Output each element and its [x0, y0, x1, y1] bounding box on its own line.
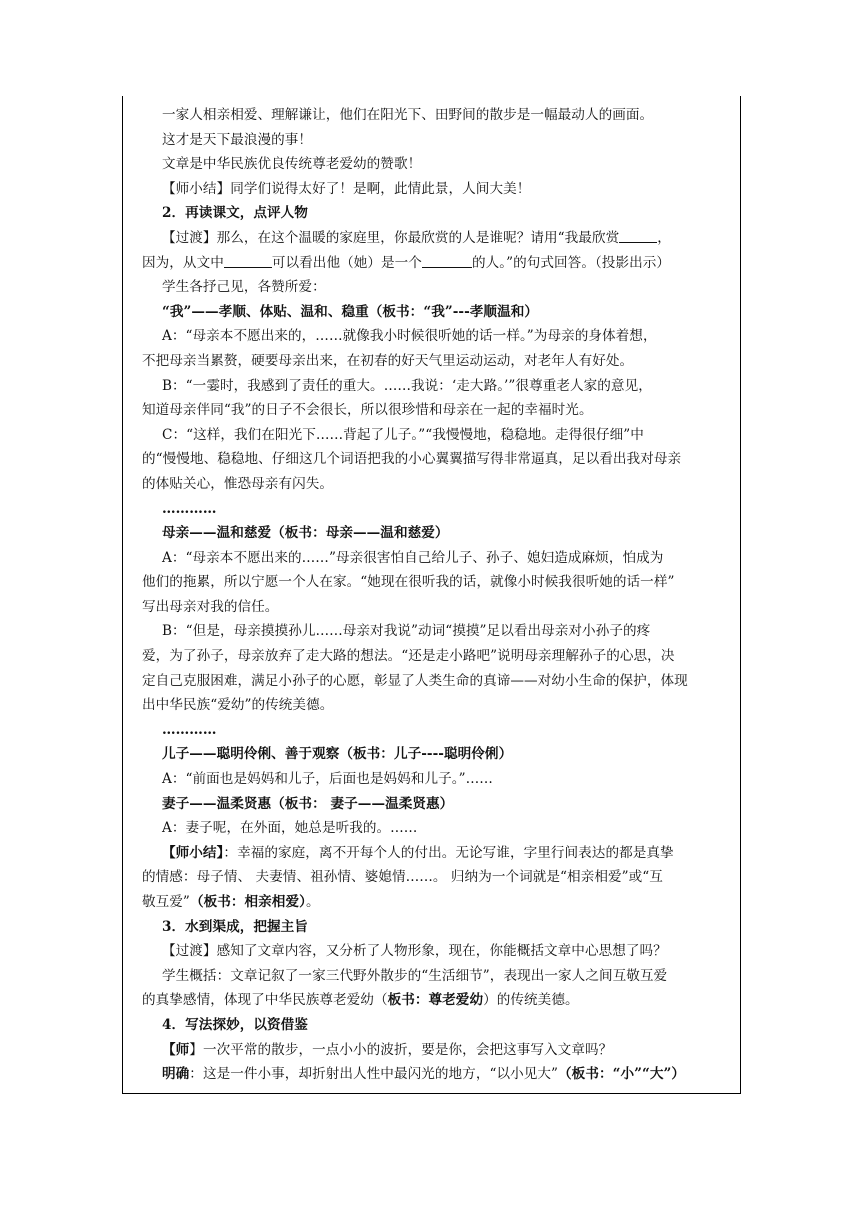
- teacher-summary-line: [142, 841, 738, 866]
- character-heading-wife: 妻子——温柔贤惠（板书： 妻子——温柔贤惠）: [162, 795, 454, 812]
- text-line: [142, 1062, 738, 1087]
- text-segment: 敬互爱”: [142, 894, 190, 910]
- text-line: A：妻子呢，在外面，她总是听我的。……: [162, 820, 418, 837]
- text-line: [142, 988, 738, 1013]
- text-line: A：“前面也是妈妈和儿子，后面也是妈妈和儿子。”……: [162, 771, 493, 788]
- text-segment: 【过渡】那么，在这个温暖的家庭里，你最欣赏的人是谁呢？请用“我最欣赏: [162, 229, 620, 246]
- text-segment: 。: [305, 894, 320, 910]
- text-line: 的“慢慢地、稳稳地、仔细这几个词语把我的小心翼翼描写得非常逼真，足以看出我对母亲: [142, 451, 682, 468]
- lesson-plan-content: [142, 103, 738, 1087]
- text-line: C：“这样，我们在阳光下……背起了儿子。”“我慢慢地，稳稳地。走得很仔细”中: [162, 426, 644, 443]
- teacher-summary-label: 【师小结】: [162, 844, 224, 861]
- text-line: 写出母亲对我的信任。: [142, 598, 279, 615]
- text-line: 爱，为了孙子，母亲放弃了走大路的想法。“还是走小路吧”说明母亲理解孙子的心思，决: [142, 648, 675, 665]
- text-segment: ，: [657, 229, 671, 246]
- text-line: 文章是中华民族优良传统尊老爱幼的赞歌！: [162, 156, 422, 173]
- text-segment: 可以看出他（她）是一个: [271, 254, 422, 271]
- text-line: [142, 1038, 738, 1063]
- text-line: 的情感：母子情、 夫妻情、祖孙情、婆媳情……。 归纳为一个词就是“相亲相爱”或“互: [142, 869, 663, 886]
- text-line: 出中华民族“爱幼”的传统美德。: [142, 697, 334, 714]
- text-line: B：“但是，母亲摸摸孙儿……母亲对我说”动词“摸摸”足以看出母亲对小孙子的疼: [162, 623, 651, 640]
- text-segment: 的人。”的句式回答。（投影出示）: [471, 254, 671, 271]
- text-segment: ：幸福的家庭，离不开每个人的付出。无论写谁，字里行间表达的都是真挚: [223, 844, 674, 861]
- section-heading-4: 4．写法探妙，以资借鉴: [162, 1016, 308, 1033]
- ellipsis-line: …………: [162, 500, 217, 517]
- clarify-label: 明确: [162, 1066, 190, 1083]
- character-heading-son: 儿子——聪明伶俐、善于观察（板书：儿子----聪明伶俐）: [162, 746, 513, 763]
- teacher-summary-line: 【师小结】同学们说得太好了！是啊，此情此景，人间大美！: [162, 180, 531, 197]
- text-segment: ：这是一件小事，却折射出人性中最闪光的地方，“以小见大”: [189, 1066, 559, 1083]
- text-line: 知道母亲伴同“我”的日子不会很长，所以很珍惜和母亲在一起的幸福时光。: [142, 402, 593, 419]
- text-line: [142, 890, 738, 915]
- text-line: 他们的拖累，所以宁愿一个人在家。“她现在很听我的话，就像小时候我很听她的话一样”: [142, 574, 675, 591]
- ellipsis-line: …………: [162, 721, 217, 738]
- transition-line: [142, 226, 738, 251]
- section-heading-2: 2．再读课文，点评人物: [162, 205, 308, 222]
- text-line: A：“母亲本不愿出来的，……就像我小时候很听她的话一样。”为母亲的身体着想，: [162, 328, 657, 345]
- teacher-label: 【师: [162, 1041, 190, 1058]
- character-heading-me: “我”——孝顺、体贴、温和、稳重（板书：“我”---孝顺温和）: [162, 303, 538, 320]
- text-line: 学生各抒己见，各赞所爱：: [162, 279, 326, 296]
- character-heading-mother: 母亲——温和慈爱（板书：母亲——温和慈爱）: [162, 525, 449, 542]
- text-line: 不把母亲当累赘，硬要母亲出来，在初春的好天气里运动运动，对老年人有好处。: [142, 352, 634, 369]
- transition-line: 【过渡】感知了文章内容，又分析了人物形象，现在，你能概括文章中心思想了吗？: [162, 943, 667, 960]
- text-segment: 】一次平常的散步，一点小小的波折，要是你，会把这事写入文章吗？: [189, 1041, 613, 1058]
- text-segment: ）的传统美德。: [483, 992, 579, 1009]
- board-note: 板书：尊老爱幼: [387, 992, 484, 1009]
- text-line: 的体贴关心，惟恐母亲有闪失。: [142, 475, 334, 492]
- text-line: [142, 251, 738, 276]
- text-line: 一家人相亲相爱、理解谦让，他们在阳光下、田野间的散步是一幅最动人的画面。: [162, 107, 654, 123]
- board-note: （板书：相亲相爱）: [189, 894, 306, 910]
- fill-blank: [224, 254, 272, 268]
- text-line: 学生概括：文章记叙了一家三代野外散步的“生活细节”，表现出一家人之间互敬互爱: [162, 967, 668, 984]
- text-segment: 的真挚感情，体现了中华民族尊老爱幼（: [142, 992, 388, 1009]
- board-note: （板书：“小”“大”）: [558, 1066, 686, 1083]
- text-line: 这才是天下最浪漫的事！: [162, 131, 313, 148]
- text-segment: 因为，从文中: [142, 254, 224, 271]
- fill-blank: [422, 254, 472, 268]
- section-heading-3: 3．水到渠成，把握主旨: [162, 918, 308, 935]
- text-line: A：“母亲本不愿出来的……”母亲很害怕自己给儿子、孙子、媳妇造成麻烦，怕成为: [162, 549, 664, 566]
- text-line: B：“一霎时，我感到了责任的重大。……我说：‘走大路。’”很尊重老人家的意见，: [162, 377, 652, 394]
- text-line: 定自己克服困难，满足小孙子的心愿，彰显了人类生命的真谛——对幼小生命的保护，体现: [142, 672, 688, 689]
- fill-blank: [619, 229, 657, 243]
